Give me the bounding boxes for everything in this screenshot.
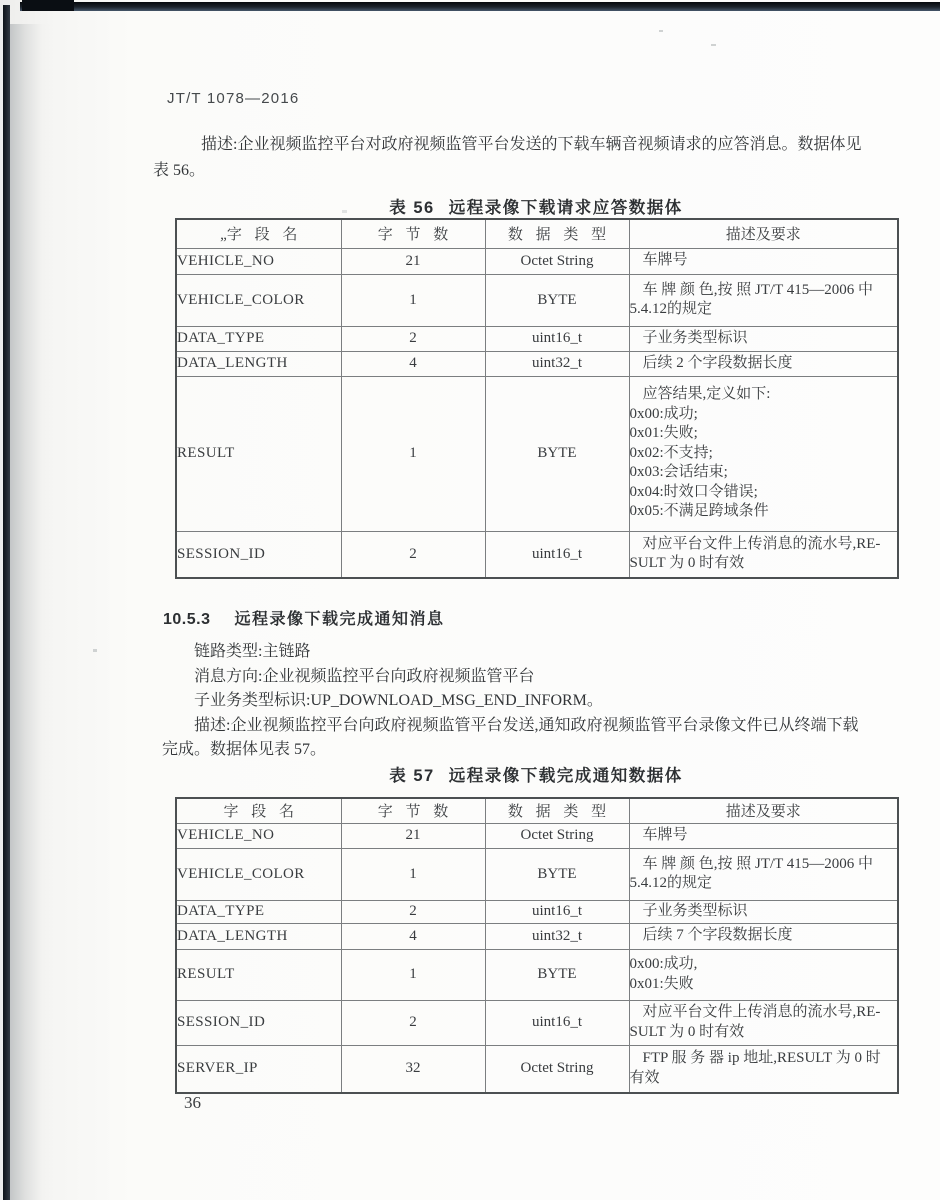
- description-cell: [629, 531, 898, 578]
- field-name-cell: DATA_TYPE: [176, 900, 341, 923]
- paragraph-line: 完成。数据体见表 57。: [162, 741, 327, 758]
- table-row: [176, 531, 898, 578]
- section-paragraph: [162, 640, 914, 763]
- field-name-cell: SESSION_ID: [176, 1000, 341, 1045]
- description-line: 对应平台文件上传消息的流水号,RE-: [642, 1004, 881, 1020]
- description-line: 5.4.12的规定: [629, 875, 713, 891]
- description-line: 0x04:时效口令错误;: [629, 483, 758, 500]
- column-header-field: 字 段 名: [176, 798, 341, 823]
- paragraph-line: 消息方向:企业视频监控平台向政府视频监管平台: [194, 667, 535, 685]
- description-line: 车牌号: [642, 826, 688, 843]
- section-number: 10.5.3: [163, 611, 211, 628]
- description-line: 0x05:不满足跨域条件: [629, 503, 769, 520]
- table-row: [176, 1045, 898, 1093]
- column-header-type: 数 据 类 型: [485, 798, 629, 823]
- paragraph-line: 表 56。: [153, 162, 206, 179]
- paragraph-line: 子业务类型标识:UP_DOWNLOAD_MSG_END_INFORM。: [194, 692, 603, 709]
- description-line: 车 牌 颜 色,按 照 JT/T 415—2006 中: [642, 855, 874, 872]
- field-name-cell: SERVER_IP: [176, 1045, 341, 1093]
- data-type-cell: uint16_t: [485, 531, 629, 578]
- table-header-row: [176, 798, 898, 823]
- description-line: 车 牌 颜 色,按 照 JT/T 415—2006 中: [642, 281, 874, 298]
- description-line: 5.4.12的规定: [629, 301, 713, 317]
- description-cell: [629, 848, 898, 900]
- data-type-cell: uint32_t: [485, 923, 629, 949]
- field-name-cell: VEHICLE_COLOR: [176, 848, 341, 900]
- byte-count-cell: 1: [341, 274, 485, 326]
- description-cell: [629, 900, 898, 923]
- description-cell: [629, 823, 898, 848]
- byte-count-cell: 1: [341, 949, 485, 1000]
- section-title: 远程录像下载完成通知消息: [234, 611, 445, 628]
- byte-count-cell: 2: [341, 531, 485, 578]
- data-type-cell: Octet String: [485, 1045, 629, 1093]
- paragraph-line: 链路类型:主链路: [194, 643, 311, 660]
- description-cell: [629, 1045, 898, 1093]
- table56-caption: 远程录像下载请求应答数据体: [448, 199, 683, 217]
- field-name-cell: VEHICLE_NO: [176, 248, 341, 274]
- description-line: 子业务类型标识: [642, 329, 748, 346]
- table-56: [175, 218, 899, 579]
- field-name-cell: RESULT: [176, 949, 341, 1000]
- column-header-field: „字 段 名: [176, 219, 341, 248]
- byte-count-cell: 1: [341, 376, 485, 531]
- table-row: [176, 248, 898, 274]
- table-row: [176, 848, 898, 900]
- description-line: 应答结果,定义如下:: [642, 386, 771, 403]
- table-row: [176, 326, 898, 351]
- paragraph-line: 描述:企业视频监控平台向政府视频监管平台发送,通知政府视频监管平台录像文件已从终端下载: [194, 716, 859, 734]
- table-row: [176, 923, 898, 949]
- description-line: 0x02:不支持;: [629, 444, 713, 461]
- field-name-cell: SESSION_ID: [176, 531, 341, 578]
- description-line: 车牌号: [642, 252, 688, 269]
- description-line: 对应平台文件上传消息的流水号,RE-: [642, 535, 881, 552]
- description-line: 0x01:失败: [629, 975, 694, 992]
- byte-count-cell: 21: [341, 248, 485, 274]
- scan-speck: [659, 30, 663, 32]
- description-line: 后续 7 个字段数据长度: [642, 927, 793, 944]
- table-row: [176, 949, 898, 1000]
- description-cell: [629, 1000, 898, 1045]
- field-name-cell: VEHICLE_COLOR: [176, 274, 341, 326]
- data-type-cell: BYTE: [485, 848, 629, 900]
- field-name-cell: DATA_LENGTH: [176, 351, 341, 376]
- table-row: [176, 1000, 898, 1045]
- description-line: 0x00:成功;: [629, 405, 698, 422]
- field-name-cell: VEHICLE_NO: [176, 823, 341, 848]
- description-line: SULT 为 0 时有效: [629, 555, 745, 572]
- table57-label: 表 57: [389, 767, 435, 785]
- column-header-bytes: 字 节 数: [341, 219, 485, 248]
- table-row: [176, 274, 898, 326]
- table-row: [176, 900, 898, 923]
- description-cell: [629, 376, 898, 531]
- data-type-cell: BYTE: [485, 274, 629, 326]
- description-line: FTP 服 务 器 ip 地址,RESULT 为 0 时: [642, 1050, 881, 1067]
- data-type-cell: uint32_t: [485, 351, 629, 376]
- description-line: SULT 为 0 时有效: [629, 1023, 745, 1040]
- table-row: [176, 376, 898, 531]
- description-line: 0x01:失败;: [629, 425, 698, 442]
- data-type-cell: BYTE: [485, 376, 629, 531]
- data-type-cell: uint16_t: [485, 326, 629, 351]
- description-line: 0x03:会话结束;: [629, 464, 728, 481]
- description-line: 有效: [629, 1069, 660, 1086]
- field-name-cell: RESULT: [176, 376, 341, 531]
- description-cell: [629, 949, 898, 1000]
- description-cell: [629, 923, 898, 949]
- standard-number: JT/T 1078—2016: [167, 90, 300, 107]
- description-cell: [629, 351, 898, 376]
- column-header-desc: 描述及要求: [629, 219, 898, 248]
- scan-speck: [711, 44, 716, 46]
- byte-count-cell: 2: [341, 1000, 485, 1045]
- byte-count-cell: 1: [341, 848, 485, 900]
- table-row: [176, 351, 898, 376]
- scan-page-stack-edge: [10, 24, 50, 1200]
- byte-count-cell: 32: [341, 1045, 485, 1093]
- column-header-type: 数 据 类 型: [485, 219, 629, 248]
- description-line: 后续 2 个字段数据长度: [642, 354, 793, 371]
- table-header-row: [176, 219, 898, 248]
- description-cell: [629, 248, 898, 274]
- byte-count-cell: 21: [341, 823, 485, 848]
- scan-edge-left: [3, 5, 10, 1200]
- byte-count-cell: 4: [341, 351, 485, 376]
- byte-count-cell: 2: [341, 326, 485, 351]
- description-cell: [629, 274, 898, 326]
- scan-speck: [93, 649, 97, 652]
- byte-count-cell: 2: [341, 900, 485, 923]
- page-number: 36: [184, 1093, 201, 1112]
- field-name-cell: DATA_LENGTH: [176, 923, 341, 949]
- table57-caption: 远程录像下载完成通知数据体: [448, 767, 683, 785]
- data-type-cell: Octet String: [485, 248, 629, 274]
- data-type-cell: BYTE: [485, 949, 629, 1000]
- table57-title: [175, 762, 897, 786]
- field-name-cell: DATA_TYPE: [176, 326, 341, 351]
- table56-title: [175, 194, 897, 218]
- table-57: [175, 797, 899, 1094]
- scan-edge-top: [20, 2, 940, 11]
- description-line: 0x00:成功,: [629, 956, 698, 972]
- intro-paragraph: [153, 132, 915, 184]
- data-type-cell: uint16_t: [485, 1000, 629, 1045]
- scan-edge-top-notch: [22, 0, 74, 11]
- data-type-cell: uint16_t: [485, 900, 629, 923]
- table56-label: 表 56: [389, 199, 435, 217]
- table-row: [176, 823, 898, 848]
- column-header-desc: 描述及要求: [629, 798, 898, 823]
- column-header-bytes: 字 节 数: [341, 798, 485, 823]
- description-line: 子业务类型标识: [642, 902, 748, 919]
- byte-count-cell: 4: [341, 923, 485, 949]
- description-cell: [629, 326, 898, 351]
- section-heading: [163, 606, 445, 629]
- paragraph-line: 描述:企业视频监控平台对政府视频监管平台发送的下载车辆音视频请求的应答消息。数据体见: [201, 136, 862, 153]
- data-type-cell: Octet String: [485, 823, 629, 848]
